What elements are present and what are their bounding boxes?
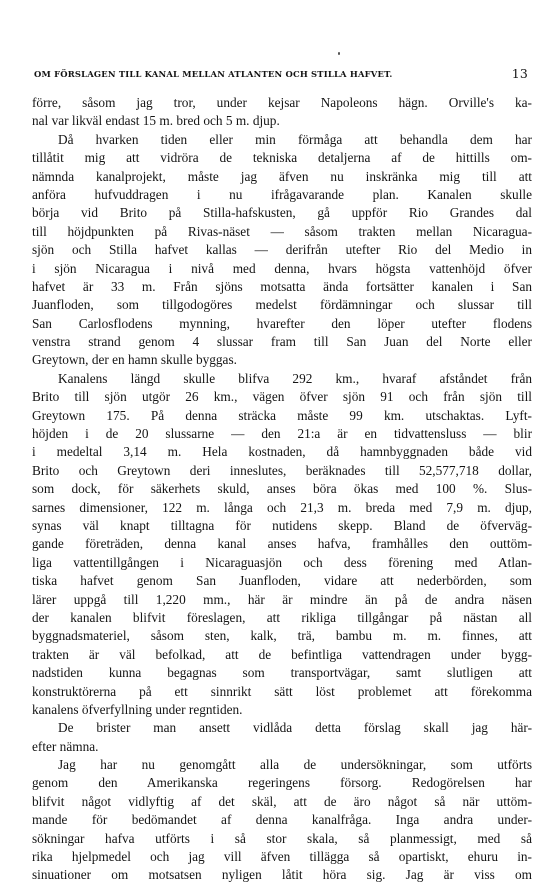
text-line: börja vid Brito på Stilla-hafskusten, gå uppför Rio Grandes dal [32,205,532,221]
running-header [34,66,528,82]
text-line: förre, såsom jag tror, under kejsar Napoleons hägn. Orville's ka- [32,95,532,110]
text-line: trakten är väl befolkad, att de befintliga vattendragen under bygg- [32,646,532,662]
text-line: i medeltal 3,14 m. Hela kostnaden, då hamnbyggnaden både vid [32,444,532,460]
page-number: 13 [511,66,528,81]
text-line: byggnadsmateriel, såsom sten, kalk, trä, bambu m. m. finnes, att [32,628,532,644]
text-line: höjden i de 20 slussarne — den 21:a är en tidvattensluss — blir [32,426,532,442]
text-line: efter nämna. [32,738,99,754]
text-line: nämnda kanalprojekt, måste jag äfven nu inskränka mig till att [32,168,532,184]
text-line: gande företräden, denna kanal anses hafva, framhålles den outtöm- [32,536,532,552]
text-line: Jag har nu genomgått alla de undersökningar, som utförts [58,757,532,773]
text-line: sökningar hafva utförts i så stor skala, så planmessigt, med så [32,830,532,846]
text-line: Greytown 175. På denna sträcka måste 99 km. utschaktas. Lyft- [32,407,532,423]
text-line: Brito och Greytown deri inneslutes, beräknades till 52,577,718 dollar, [32,462,532,478]
text-line: Då hvarken tiden eller min förmåga att behandla dem har [58,131,532,147]
text-line: konstruktörerna på ett sinnrikt sätt löst problemet att förekomma [32,683,532,699]
text-line: hafvet är 33 m. Från sjöns motsatta ända fortsätter kanalen i San [32,278,532,294]
text-line: Juanfloden, som tillgodogöres medelst fördämningar och slussar till [32,297,532,313]
text-line: sjön och Stilla hafvet kallas — derifrån utefter Rio del Medio in [32,242,532,258]
text-line: liga vattentillgången i Nicaraguasjön och dess förening med Atlan- [32,554,532,570]
running-title: OM FÖRSLAGEN TILL KANAL MELLAN ATLANTEN OCH STILLA HAFVET. [34,69,393,79]
text-line: sinuationer om motsatsen nyligen låtit höra sig. Jag är viss om [32,867,532,883]
text-line: som dock, för säkerhets skuld, anses böra ökas med 100 %. Slus- [32,481,532,497]
text-line: synas väl knapt tilltagna för nutidens skepp. Bland de öfverväg- [32,517,532,533]
text-line: Kanalens längd skulle blifva 292 km., hvaraf afståndet från [58,370,532,386]
text-line: rika hjelpmedel och jag vill äfven tillägga så opartiskt, ehuru in- [32,849,532,865]
text-line: genom den Amerikanska regeringens försorg. Redogörelsen har [32,775,532,791]
body-text [32,94,532,885]
text-line: De brister man ansett vidlåda detta förslag skall jag här- [58,720,532,736]
text-line: tillåtit mig att vidröra de tekniska detaljerna af de hittills om- [32,150,532,166]
text-line: blifvit något vidlyftig af det skäl, att de äro något så när uttöm- [32,793,532,809]
text-line: sarnes dimensioner, 122 m. långa och 21,3 m. breda med 7,9 m. djup, [32,499,532,515]
text-line: tiska hafvet genom San Juanfloden, vidare att nederbörden, som [32,573,532,589]
print-speck [338,52,340,55]
text-line: mande för bedömandet af denna kanalfråga. Inga andra under- [32,812,532,828]
text-line: Greytown, der en hamn skulle byggas. [32,352,237,368]
text-line: i sjön Nicaragua i nivå med denna, hvars högsta vattenhöjd öfver [32,260,532,276]
text-line: nal var likväl endast 15 m. bred och 5 m. djup. [32,113,280,129]
text-line: venstra strand genom 4 slussar fram till San Juan del Norte eller [32,334,532,350]
text-line: anföra hufvuddragen i nu ifrågavarande plan. Kanalen skulle [32,186,532,202]
text-line: till höjdpunkten på Rivas-näset — såsom trakten mellan Nicaragua- [32,223,532,239]
text-line: der kanalen blifvit föreslagen, att rikliga tillgångar på nästan all [32,609,532,625]
text-line: San Carlosflodens mynning, hvarefter den löper utefter flodens [32,315,532,331]
text-line: kanalens öfverfyllning under regntiden. [32,701,243,717]
text-line: nadstiden kunna begagnas som transportvägar, samt slutligen att [32,665,532,681]
text-line: Brito till sjön utgör 26 km., vägen öfver sjön 91 och från sjön till [32,389,532,405]
text-line: lärer uppgå till 1,220 mm., här är mindre än på de andra näsen [32,591,532,607]
